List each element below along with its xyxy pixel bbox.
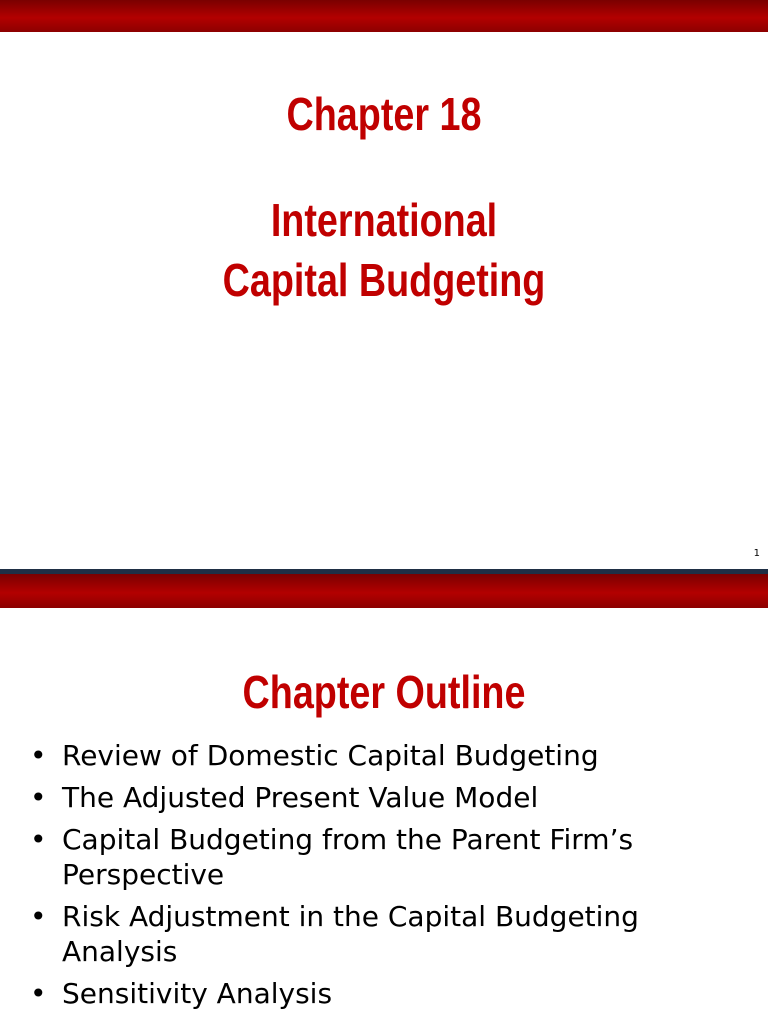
list-item <box>30 780 750 815</box>
slide-header-bar <box>0 574 768 608</box>
slide-number: 1 <box>753 548 760 559</box>
list-item <box>30 899 750 969</box>
chapter-title: Chapter 18 <box>286 88 482 140</box>
list-item-text: Capital Budgeting from the Parent Firm’s Perspective <box>62 823 634 891</box>
list-item-text: The Adjusted Present Value Model <box>62 781 539 814</box>
list-item <box>30 822 750 892</box>
list-item <box>30 738 750 773</box>
chapter-subtitle <box>69 190 699 310</box>
bullet-icon: • <box>30 739 47 772</box>
list-item-text: Risk Adjustment in the Capital Budgeting Analysis <box>62 900 639 968</box>
bullet-icon: • <box>30 823 47 856</box>
slide-2 <box>0 574 768 1024</box>
bullet-icon: • <box>30 900 47 933</box>
list-item-text: Review of Domestic Capital Budgeting <box>62 739 599 772</box>
bullet-icon: • <box>30 781 47 814</box>
list-item <box>30 976 750 1011</box>
outline-title: Chapter Outline <box>242 666 526 718</box>
list-item-text: Sensitivity Analysis <box>62 977 333 1010</box>
outline-bullet-list <box>30 738 750 1018</box>
bullet-icon: • <box>30 977 47 1010</box>
slide-header-bar <box>0 0 768 32</box>
chapter-subtitle-text: International Capital Budgeting <box>222 194 546 306</box>
